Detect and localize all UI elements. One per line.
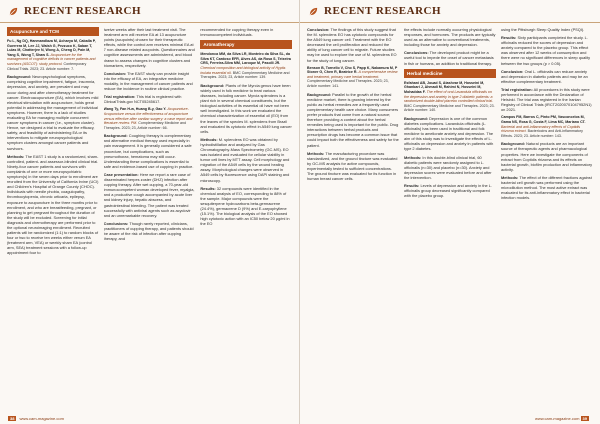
citation-title: Bacterial and anti-inflammatory effects of Coptidis rhizoma extract. [501,124,581,134]
paragraph [501,69,593,84]
citation [7,39,99,71]
citation [307,66,399,89]
column-3 [501,27,593,410]
paragraph: twelve weeks after their last treatment visit. The treatment arm will receive EA at 13 acupuncture points (acupoints) chosen for their therapeutic effects, while the control arm receives minimal EA at 7 non-disease related acupoints. Questionnaires and cognitive assessments are administered, and blood drawn to assess changes in cognitive clusters and biomarkers, respectively. [103,27,195,68]
column-3 [200,27,292,410]
paragraph-label: Case presentation: [103,171,139,177]
right-page [300,0,600,424]
citation-title: Acupuncture-Acupuncture versus the effectiveness of acupuncture versus effective after cardiac surgery: a case report and literature review. PM. [103,107,193,126]
header-divider [0,22,299,23]
paragraph [404,50,496,65]
citation-title: Acupuncture for the management of cognitive deficits in cancer patients and survivors (ASCOT): study protocol. [7,52,96,67]
paragraph [307,92,399,148]
paragraph-text: Neuropsychological symptoms, comprising cognitive impairment, fatigue, insomnia, depression, and anxiety, are prevalent and may occur during and after chemotherapy treatment for cancer. Electroacupuncture (EA), which involves mild electrical stimulation with acupuncture, holds great potential in addressing the management of individual symptoms. However, there is a lack of studies evaluating EA for managing multiple concurrent cancer symptoms in cancer (i.e., symptom cluster). Hence, we designed a trial to evaluate the efficacy, safety, and feasibility of administering EA or its interventions to mitigate neuropsychological symptom clusters amongst cancer patients and survivors. [7,74,99,151]
citation [404,81,496,113]
paragraph: the effects include normally occurring physiological responses, and hormones. The products are typically used as an alternative to conventional treatments, including those for anxiety and depression. [404,27,496,48]
paragraph [404,183,496,198]
paragraph: using the Pittsburgh Sleep Quality Index (PSQI). [501,27,585,32]
paragraph-label: Background: [307,91,331,97]
paragraph-text: Plants of the Myrcia genus have been widely used in folk medicine to treat various diseases, including cancer. Myrcia splendens is a plant rich in several chemical constituents, but the biological activities of its essential oil have not been well investigated. In this work we evaluated the chemical characterization of essential oil (EO) from the leaves of the species M. splendens from Brazil and evaluated its cytotoxic effect in A549 lung cancer cells. [200,82,292,134]
paragraph [307,27,399,63]
paragraph [200,83,292,134]
paragraph [200,137,292,183]
paragraph-text: Natural products are an important source of therapeutic agents and pharmacological properties. Here we investigate the components of extract from Coptidis rhizoma and its effects on bacterial growth, biofilm production and inflammatory activity. [501,141,593,172]
paragraph-text: Parallel to the growth of the herbal medicine market, there is growing interest by the public as herbal remedies are a frequently used complementary health care choice. Many consumers prefer products that come from a natural source; therefore providing a context about the herbal remedies being used is important for the public. Drug interactions between herbal products and prescription drugs has become a common issue that could impact both the effectiveness and safety for the patient. [307,91,399,148]
citation-authors: Campos FM, Barros C, Pinto PM, Vasconcelos M, Gama NS, Rosa G, Costa F, Lima MC, Mariano CT. [501,115,586,124]
section-title: RECENT RESEARCH [24,5,142,17]
paragraph-label: Methods: [7,153,25,159]
section-heading-acupuncture: Acupuncture and TCM [7,27,99,36]
paragraph-label: Background: [501,141,525,147]
right-header [300,0,600,22]
paragraph-label: Conclusion: [501,68,524,74]
paragraph-text: M. splendens EO was obtained by hydrodistillation and analyzed by Gas Chromatography-Mass Spectrometry (GC-MS). EO was isolated and evaluated for cellular viability in tumor cell lines by MTT assay. Cell morphology and migration of the A549 cells by the wound healing assay. Morphological changes were observed in A549 cells by fluorescence using DAPI staining and microscopy. [200,136,290,183]
citation-authors: Wang Ty, Fan H-w, Huang B-y, Gao Y. [103,107,167,112]
paragraph-text: Oral L. officinalis can reduce anxiety and depression in diabetic patients and may be an effective complementary treatment. [501,68,588,84]
section-heading-aromatherapy: Aromatherapy [200,40,292,49]
paragraph [307,151,399,182]
leaf-icon [308,6,319,17]
paragraph-label: Conclusions: [404,50,429,56]
paragraph-label: Conclusion: [103,70,127,76]
paragraph-label: Results: [200,185,216,191]
page-footer [8,416,64,421]
citation [104,107,196,130]
citation-journal: Contemporary Clinical Trials. 2023; 23. Article number: 7. [7,62,87,71]
citation-title: A comprehensive review and treatment, primary care herbal treatment. [307,70,398,79]
citation-authors: Benson B, Tornello V, Cho S, Papp K, Nakamura M, P Stoner G, Chen R, Beatrice R. [307,65,398,75]
section-heading-herbal-medicine: Herbal medicine [404,69,496,78]
paragraph-label: Conclusion: [307,27,330,32]
column-1 [7,27,99,410]
paragraph-text: In this double-blind clinical trial, 60 diabetic patients were randomly assigned to L. officinalis (n=30) and placebo (n=30). Anxiety and depression scores were evaluated before and after the intervention. [404,154,492,180]
column-2 [404,27,496,410]
paragraph-text: Here we report a rare case of disseminated herpes zoster (DHZ) infection after cupping therapy. After wet cupping, a 70-year-old immunocompetent woman developed fever, myalgia, and a productive cough accompanied by acute liver and kidney injury, hepatic abscess, and gastrointestinal bleeding. The patient was treated successfully with antiviral agents such as acyclovir and an unremarkable recovery. [103,171,195,218]
paragraph [501,87,593,112]
paragraph-text: The manufacturing procedure was standardized, and the ground tincture was evaluated by GC-MS analysis for active compounds, experimentally tested to sufficient concentrations. The ground tincture was evaluated for its function in human breast cancer cells. [307,150,398,182]
paragraph [404,155,496,180]
paragraph-label: Trial registration: [501,86,533,92]
paragraph [104,71,196,91]
paragraph: recommended for cupping therapy even in immunocompetent individuals. [200,27,274,38]
citation-authors: Mendonca MM, da Silva LR, Monteiro da Silva SL, da Silva KT, Cardoso EFR, Alves AS, da Rosa S, Teixeira CRS, Ferreira-Silva MM, Laroque M, Pasolli JR. [200,52,291,66]
citation [200,52,292,80]
paragraph-text: The effect of the different fractions against bacterial cell growth was performed using the microdilution method. The most active extract was evaluated for its anti-inflammatory effect in bacterial infection models. [501,174,592,201]
paragraph-text: All procedures in this study were performed in accordance with the Declaration of Helsinki. The trial was registered in the Iranian Registry of Clinical Trials (IRCT20200701047952N1) on 2021. [501,86,592,113]
paragraph [501,35,593,66]
paragraph [7,154,99,256]
page-number: 38 [10,416,15,421]
paragraph-text: Coughing therapy is complementary and alternative medical therapy used especially in pain management. It is generally considered a safe procedure, but complications, such as pneumothorax, hematoma may still occur. Understanding these complications is essential to safe and evidence-based use of cupping in practice. [103,133,194,169]
paragraph-text: The findings of this study suggest that the M. splendens EO has cytotoxic compounds for the A549 lung cancer cell. Treatment with the EO decreased the cell proliferation and reduced the ability of lung cancer cell to migrate. Future studies may be used to explore the use of M. splendens EO for the study of lung cancer. [307,27,397,63]
paragraph-text: The EAST study can provide insight into the efficacy of EA, an integrative medicine modality, in the management of cancer patients and reduce the incidence in routine clinical practice. [103,70,193,92]
footer-url[interactable]: www.cam-magazine.com [534,416,580,421]
citation [501,115,593,138]
footer-url[interactable]: www.cam-magazine.com [19,416,64,421]
paragraph [104,221,196,241]
citation-journal: Bacteriocins and Anti-inflammatory Effects. 2023; 23. Article number: 143. [501,129,583,138]
paragraph-text: The developed product might be a useful tool to impede the onset of cancer metastasis in fish or humans, an addition to traditional therapy. [404,50,494,66]
citation-journal: Complementary Medicine and Therapies. 2023; 23, Article number: 141. [307,79,389,89]
paragraph-label: Methods: [404,154,422,160]
paragraph-label: Results: [501,35,517,41]
citation-journal: BMC Complementary Medicine and Therapies. 2023; 23, Article number: 139. [200,70,290,80]
paragraph-label: Methods: [200,136,218,142]
citation-journal: BMC Complementary Medicine and Therapies. 2023; 23. Article number: 140. [404,103,495,113]
paragraph [404,116,496,152]
paragraph-label: Background: [103,133,128,139]
citation-authors: Esfahani AB, Jouad S, Atashvar M, Hosseini M, Ghanbari J, Ahmadi M, Rahimi N, Hosseini M, Mohaddas F. [404,80,485,94]
header-divider [300,22,600,23]
paragraph-label: Conclusions: [103,220,129,226]
paragraph-text: 32 compounds were identified in the chemical analysis of EO, corresponding to 88% of the sample. Major compounds were the sesquiterpene hydrocarbons beta-germacrene (24.4%), germacrene D (9%) and E-caryophyllene (15.1%). The biological analysis of the EO showed high cytotoxic action with an IC50 below 20 μg/ml in the EO [200,185,290,227]
paragraph-text: Depression is one of the common diabetes complications. Lavandula officinalis (L. officinalis) has been used in traditional and folk medicine to ameliorate anxiety and depression. The aim of this study was to investigate the effects of L. officinalis on depression and anxiety in patients with type 2 diabetes. [404,115,494,152]
paragraph-label: Background: [7,74,31,80]
paragraph [104,94,196,104]
paragraph [200,186,292,227]
paragraph [501,175,593,200]
paragraph [501,141,593,172]
citation-title: Chemical composition and biological activity of Hyptis inulata essential oil. [200,66,286,75]
paragraph [104,133,196,169]
paragraph-label: Methods: [307,150,325,156]
citation-title: The effect of oral Lavandula officinalis on the depression and anxiety in type 2 diabetic patients: a randomized double-blind placebo controlled clinical trial. [404,89,494,104]
page-footer [535,416,592,421]
column-2 [104,27,196,410]
paragraph-text: The EAST 1 study is a randomized, sham-controlled, patient- and assessor-blinded clinical trial. Ninety-four cancer patients and survivors with complaints of one or more neuropsychiatric symptom(s) in the seven days prior to enrollment are recruited from the University of California Irvine (UCI) and Children's Hospital of Orange County (CHOC). Individuals with needle phobia, coagulopathy, thrombocytopenia, chronic urticaria, epilepsy, exposure to acupuncture in the three months prior to enrollment, and who are breastfeeding, pregnant, or planning to get pregnant throughout the duration of the study will be excluded. Screening for initial diagnosis and chemotherapy are performed prior to the optional neuroimaging enrollment. Recruited patients will be randomized (1:1) to random blocks of four or two to receive ten weeks either verum EA (treatment arm, VEA) or weekly sham EA (control arm, SEA) treatment sessions with a follow-up appointment four to [7,153,99,256]
paragraph-text: Sixty participants completed the study. L. officinalis reduced the scores of depression and anxiety compared to the placebo group. This effect was observed after 12 weeks of consumption and there were no significant differences in sleep quality between the two groups (p > 0.05). [501,35,591,66]
citation-authors: Fu L, Ng DQ, Hanmandlaza M, Acharya M, Caballa P, Guerrera M, Lee JJ, Walsh G, Pezzuco K, Saban T, Lulas M, Chatterjee N, Wong A, Cheng D, Pain M, Yang S, Wong T, Shaw S. [7,39,96,57]
leaf-icon [8,6,19,17]
paragraph-text: This trial is registered with ClinicalTrials.gov NCT05245617. [103,94,182,105]
paragraph-label: Background: [404,115,428,121]
paragraph [7,74,99,150]
paragraph [104,172,196,218]
left-header [0,0,299,22]
paragraph-label: Background: [200,82,225,88]
paragraph-label: Methods: [501,174,519,180]
paragraph-label: Trial registration: [103,94,136,100]
citation-journal: Complementary Medicine and Therapies. 2023; 23, Article number: 66. [103,121,186,130]
section-title: RECENT RESEARCH [324,5,442,17]
column-1 [307,27,399,410]
paragraph-text: Levels of depression and anxiety in the L. officinalis group decreased significantly compared with the placebo group. [404,183,493,199]
paragraph-label: Results: [404,183,420,189]
page-number: 39 [582,416,587,421]
paragraph-text: Though rarely reported, clinicians, practitioners of cupping therapy, and patients should be aware of the risk of infection after cupping therapy, and [103,220,194,242]
